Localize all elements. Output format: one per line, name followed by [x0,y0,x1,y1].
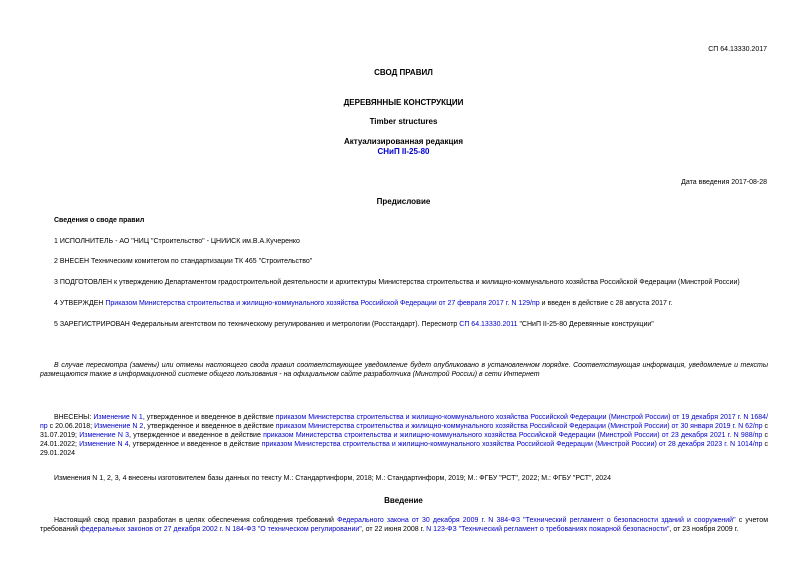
doc-heading: СВОД ПРАВИЛ [374,68,433,77]
intro-text: Настоящий свод правил разработан в целях обеспечения соблюдения требований [54,517,338,524]
introduction-paragraph [40,516,768,534]
doc-code: СП 64.13330.2017 [708,46,767,53]
changes-text: с 20.06.2018; [47,423,95,431]
changes-text: с 29.01.2024 [40,441,768,458]
changes-text: с 31.07.2019; [40,423,768,440]
foreword-item-4 [54,300,774,309]
doc-title: ДЕРЕВЯННЫЕ КОНСТРУКЦИИ [343,98,464,107]
snip-link[interactable]: СНиП II-25-80 [377,147,430,156]
info-heading: Сведения о своде правил [54,217,145,224]
intro-text: , от 22 июня 2008 г. [361,526,427,534]
item4-text-end: и введен в действие с 28 августа 2017 г. [539,300,673,307]
changes-text: , утвержденное и введенное в действие [142,414,276,421]
item5-text-end: "СНиП II-25-80 Деревянные конструкции" [517,321,654,328]
change-2-link[interactable]: Изменение N 2 [94,423,144,431]
order-988-link[interactable]: приказом Министерства строительства и жилищно-коммунального хозяйства Российской Федерации (Минстрой России) от 23 декабря 2021 г. N 988/пр [263,432,763,440]
intro-text: , от 23 ноября 2009 г. [669,526,739,534]
doc-title-en: Timber structures [369,117,438,126]
intro-text: с учетом требований [40,517,769,534]
foreword-item-5 [54,321,774,330]
order-62-link[interactable]: приказом Министерства строительства и жилищно-коммунального хозяйства Российской Федерации (Минстрой России) от 30 января 2019 г. N 62/пр [275,423,763,431]
changes-text: с 24.01.2022; [40,432,768,449]
intro-date: Дата введения 2017-08-28 [681,179,767,186]
order-1684-link[interactable]: приказом Министерства строительства и жилищно-коммунального хозяйства Российской Федерации (Минстрой России) от 19 декабря 2017 г. N 1684/пр [40,414,769,431]
doc-edition: Актуализированная редакция [344,137,463,146]
change-4-link[interactable]: Изменение N 4 [79,441,129,449]
sp-2011-link[interactable]: СП 64.13330.2011 [459,321,518,328]
item5-text: 5 ЗАРЕГИСТРИРОВАН Федеральным агентством по техническому регулированию и метрологии (Росстандарт). Пересмотр [54,321,460,328]
order-129-link[interactable]: Приказом Министерства строительства и жилищно-коммунального хозяйства Российской Федерации от 27 февраля 2017 г. N 129/пр [105,300,540,307]
foreword-heading: Предисловие [376,197,431,206]
changes-text: , утвержденное и введенное в действие [143,423,276,431]
item4-text: 4 УТВЕРЖДЕН [54,300,106,307]
order-1014-link[interactable]: приказом Министерства строительства и жилищно-коммунального хозяйства Российской Федерации (Минстрой России) от 28 декабря 2023 г. N 1014/пр [261,441,763,449]
changes-text: , утвержденное и введенное в действие [128,441,262,449]
law-123-link[interactable]: N 123-ФЗ "Технический регламент о требованиях пожарной безопасности" [426,526,670,534]
introduction-heading: Введение [384,496,423,505]
db-note: Изменения N 1, 2, 3, 4 внесены изготовителем базы данных по тексту М.: Стандартинформ, 2018; М.: Стандартинформ, 2019; М.: ФГБУ "РСТ", 2022; М.: ФГБУ "РСТ", 2024 [54,475,611,482]
foreword-item-1: 1 ИСПОЛНИТЕЛЬ - АО "НИЦ "Строительство" - ЦНИИСК им.В.А.Кучеренко [54,238,300,245]
change-3-link[interactable]: Изменение N 3 [79,432,130,440]
revision-notice: В случае пересмотра (замены) или отмены настоящего свода правил соответствующее уведомление будет опубликовано в установленном порядке. Соответствующая информация, уведомление и тексты размещаются также в информационной системе общего пользования - на официальном сайте разработчика (Минстрой России) в сети Интернет [40,362,768,378]
foreword-item-2: 2 ВНЕСЕН Техническим комитетом по стандартизации ТК 465 "Строительство" [54,258,313,265]
changes-text: ВНЕСЕНЫ: [54,414,94,421]
changes-text: , утвержденное и введенное в действие [129,432,264,440]
change-1-link[interactable]: Изменение N 1 [93,414,143,421]
changes-paragraph [40,413,768,458]
law-384-link[interactable]: Федерального закона от 30 декабря 2009 г. N 384-ФЗ "Технический регламент о безопасности зданий и сооружений" [337,517,736,524]
law-184-link[interactable]: федеральных законов от 27 декабря 2002 г. N 184-ФЗ "О техническом регулировании" [79,526,362,534]
foreword-item-3: 3 ПОДГОТОВЛЕН к утверждению Департаментом градостроительной деятельности и архитектуры Министерства строительства и жилищно-коммунального хозяйства Российской Федерации (Минстрой России) [54,279,740,286]
